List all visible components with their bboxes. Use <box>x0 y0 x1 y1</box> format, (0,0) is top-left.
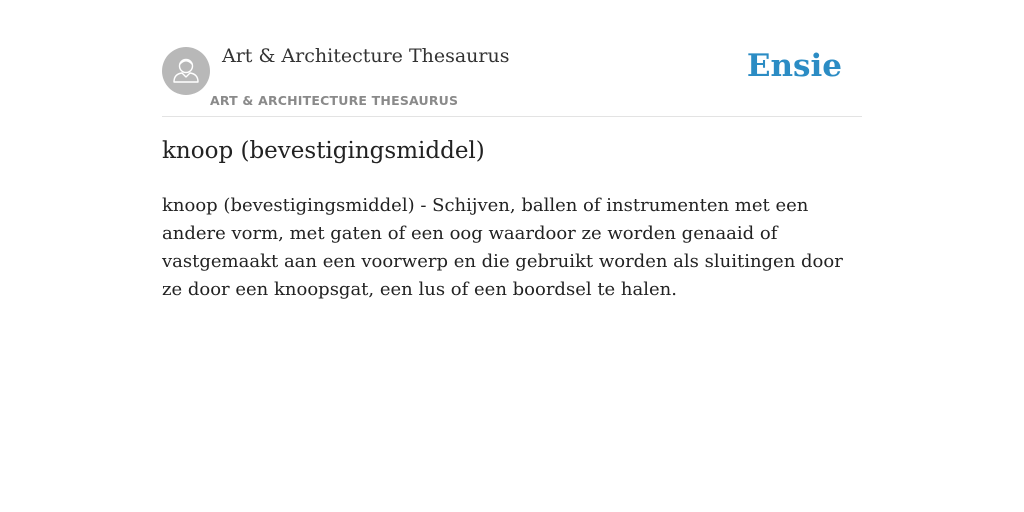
definition-text: knoop (bevestigingsmiddel) - Schijven, ballen of instrumenten met een andere vorm, met gaten of een oog waardoor ze worden genaaid of vastgemaakt aan een voorwerp en die gebruikt worden als sluitingen door ze door een knoopsgat, een lus of een boordsel te halen. <box>162 195 843 300</box>
avatar[interactable] <box>162 47 210 95</box>
author-name[interactable]: Art & Architecture Thesaurus <box>222 45 510 67</box>
header <box>162 0 862 117</box>
page-title: knoop (bevestigingsmiddel) <box>162 138 485 164</box>
brand-logo[interactable]: Ensie <box>746 48 842 84</box>
user-avatar-icon <box>162 47 210 95</box>
source-label[interactable]: ART & ARCHITECTURE THESAURUS <box>210 93 459 108</box>
